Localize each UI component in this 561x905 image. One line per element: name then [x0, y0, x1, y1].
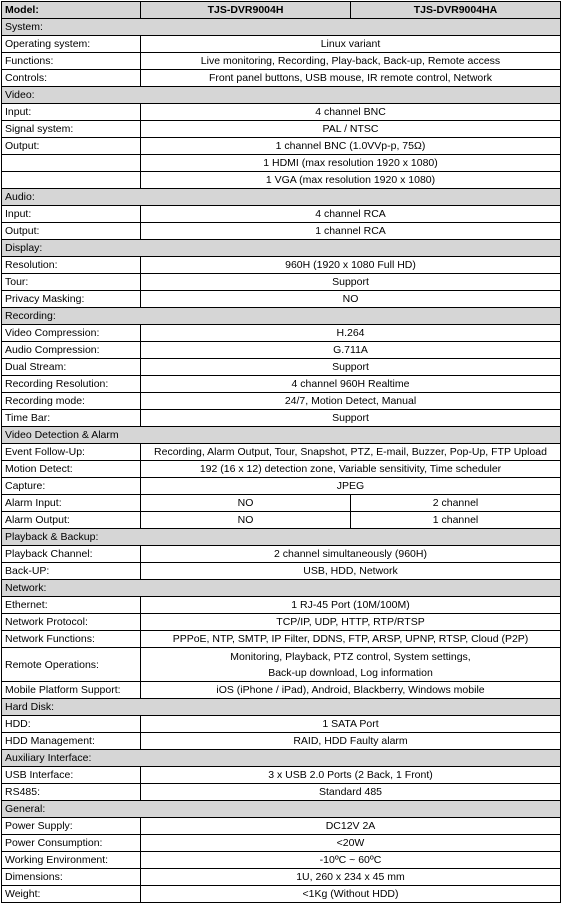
spec-label: Recording Resolution: — [2, 376, 141, 393]
spec-label — [2, 172, 141, 189]
spec-label: Signal system: — [2, 121, 141, 138]
spec-label: Time Bar: — [2, 410, 141, 427]
spec-label: Ethernet: — [2, 597, 141, 614]
spec-value: <20W — [141, 835, 561, 852]
spec-label: Back-UP: — [2, 563, 141, 580]
spec-value: 1U, 260 x 234 x 45 mm — [141, 869, 561, 886]
spec-row — [2, 461, 561, 478]
section-row — [2, 427, 561, 444]
spec-value: Recording, Alarm Output, Tour, Snapshot, PTZ, E-mail, Buzzer, Pop-Up, FTP Upload — [141, 444, 561, 461]
spec-value: USB, HDD, Network — [141, 563, 561, 580]
spec-row — [2, 257, 561, 274]
spec-row — [2, 835, 561, 852]
spec-row — [2, 784, 561, 801]
spec-label: Event Follow-Up: — [2, 444, 141, 461]
spec-label: Input: — [2, 104, 141, 121]
section-title: General: — [2, 801, 561, 818]
spec-value: TCP/IP, UDP, HTTP, RTP/RTSP — [141, 614, 561, 631]
section-title: Display: — [2, 240, 561, 257]
spec-row — [2, 495, 561, 512]
section-title: Playback & Backup: — [2, 529, 561, 546]
spec-value: 1 channel RCA — [141, 223, 561, 240]
spec-row — [2, 682, 561, 699]
spec-row — [2, 614, 561, 631]
spec-label: Input: — [2, 206, 141, 223]
section-title: System: — [2, 19, 561, 36]
model-a: TJS-DVR9004H — [141, 2, 351, 19]
spec-row — [2, 104, 561, 121]
spec-row — [2, 172, 561, 189]
spec-row — [2, 138, 561, 155]
spec-row — [2, 852, 561, 869]
spec-row — [2, 342, 561, 359]
spec-value: JPEG — [141, 478, 561, 495]
spec-row — [2, 716, 561, 733]
spec-label: Capture: — [2, 478, 141, 495]
spec-value-line: Back-up download, Log information — [268, 666, 433, 679]
section-title: Recording: — [2, 308, 561, 325]
spec-value: NO — [141, 291, 561, 308]
spec-label: HDD Management: — [2, 733, 141, 750]
spec-label: Alarm Input: — [2, 495, 141, 512]
spec-row — [2, 36, 561, 53]
spec-row — [2, 376, 561, 393]
section-row — [2, 801, 561, 818]
spec-row — [2, 648, 561, 682]
spec-label: Working Environment: — [2, 852, 141, 869]
spec-value: 1 VGA (max resolution 1920 x 1080) — [141, 172, 561, 189]
spec-row — [2, 410, 561, 427]
spec-value: 1 SATA Port — [141, 716, 561, 733]
section-row — [2, 580, 561, 597]
section-row — [2, 87, 561, 104]
spec-label: Power Consumption: — [2, 835, 141, 852]
spec-row — [2, 818, 561, 835]
spec-value: iOS (iPhone / iPad), Android, Blackberry, Windows mobile — [141, 682, 561, 699]
spec-label: Dimensions: — [2, 869, 141, 886]
spec-row — [2, 155, 561, 172]
spec-value: -10ºC ~ 60ºC — [141, 852, 561, 869]
spec-label: Output: — [2, 223, 141, 240]
spec-label: Controls: — [2, 70, 141, 87]
spec-row — [2, 444, 561, 461]
section-title: Hard Disk: — [2, 699, 561, 716]
spec-row — [2, 70, 561, 87]
spec-label: USB Interface: — [2, 767, 141, 784]
spec-label: HDD: — [2, 716, 141, 733]
section-row — [2, 189, 561, 206]
section-row — [2, 19, 561, 36]
spec-label: Functions: — [2, 53, 141, 70]
spec-label: Power Supply: — [2, 818, 141, 835]
spec-row — [2, 597, 561, 614]
spec-row — [2, 478, 561, 495]
header-row — [2, 2, 561, 19]
spec-value: 1 RJ-45 Port (10M/100M) — [141, 597, 561, 614]
spec-label: Network Functions: — [2, 631, 141, 648]
spec-row — [2, 631, 561, 648]
spec-value: 1 HDMI (max resolution 1920 x 1080) — [141, 155, 561, 172]
spec-row — [2, 869, 561, 886]
spec-row — [2, 563, 561, 580]
spec-value: 1 channel BNC (1.0VVp-p, 75Ω) — [141, 138, 561, 155]
section-row — [2, 699, 561, 716]
spec-value: G.711A — [141, 342, 561, 359]
spec-label: Video Compression: — [2, 325, 141, 342]
spec-row — [2, 121, 561, 138]
spec-label: Audio Compression: — [2, 342, 141, 359]
spec-row — [2, 733, 561, 750]
spec-label: Recording mode: — [2, 393, 141, 410]
section-row — [2, 750, 561, 767]
spec-value — [141, 648, 561, 682]
spec-value: 4 channel RCA — [141, 206, 561, 223]
spec-row — [2, 546, 561, 563]
spec-value: H.264 — [141, 325, 561, 342]
spec-value: Support — [141, 359, 561, 376]
spec-row — [2, 291, 561, 308]
spec-label: Remote Operations: — [2, 648, 141, 682]
spec-label: Output: — [2, 138, 141, 155]
spec-label: Alarm Output: — [2, 512, 141, 529]
section-row — [2, 529, 561, 546]
spec-value: Live monitoring, Recording, Play-back, Back-up, Remote access — [141, 53, 561, 70]
spec-label: Resolution: — [2, 257, 141, 274]
spec-value-model-b: 1 channel — [351, 512, 561, 529]
spec-value-line: Monitoring, Playback, PTZ control, System settings, — [230, 650, 471, 663]
spec-label: Dual Stream: — [2, 359, 141, 376]
spec-label: Mobile Platform Support: — [2, 682, 141, 699]
spec-label: Tour: — [2, 274, 141, 291]
section-row — [2, 240, 561, 257]
section-title: Network: — [2, 580, 561, 597]
spec-value: 3 x USB 2.0 Ports (2 Back, 1 Front) — [141, 767, 561, 784]
spec-value: Linux variant — [141, 36, 561, 53]
section-row — [2, 308, 561, 325]
spec-label: Privacy Masking: — [2, 291, 141, 308]
spec-value: DC12V 2A — [141, 818, 561, 835]
model-b: TJS-DVR9004HA — [351, 2, 561, 19]
spec-row — [2, 206, 561, 223]
spec-row — [2, 223, 561, 240]
spec-value: <1Kg (Without HDD) — [141, 886, 561, 903]
spec-value: 192 (16 x 12) detection zone, Variable sensitivity, Time scheduler — [141, 461, 561, 478]
spec-label: Motion Detect: — [2, 461, 141, 478]
spec-label: Operating system: — [2, 36, 141, 53]
section-title: Auxiliary Interface: — [2, 750, 561, 767]
spec-value: PAL / NTSC — [141, 121, 561, 138]
spec-value: Front panel buttons, USB mouse, IR remote control, Network — [141, 70, 561, 87]
spec-row — [2, 53, 561, 70]
spec-row — [2, 512, 561, 529]
spec-value-model-a: NO — [141, 495, 351, 512]
spec-value: 4 channel BNC — [141, 104, 561, 121]
spec-row — [2, 886, 561, 903]
spec-value: Standard 485 — [141, 784, 561, 801]
spec-value: Support — [141, 410, 561, 427]
spec-label — [2, 155, 141, 172]
section-title: Video: — [2, 87, 561, 104]
spec-value-model-b: 2 channel — [351, 495, 561, 512]
spec-label: Playback Channel: — [2, 546, 141, 563]
spec-value: 24/7, Motion Detect, Manual — [141, 393, 561, 410]
spec-row — [2, 393, 561, 410]
spec-value: 960H (1920 x 1080 Full HD) — [141, 257, 561, 274]
section-title: Audio: — [2, 189, 561, 206]
spec-table — [1, 1, 561, 903]
spec-label: Weight: — [2, 886, 141, 903]
spec-value: PPPoE, NTP, SMTP, IP Filter, DDNS, FTP, ARSP, UPNP, RTSP, Cloud (P2P) — [141, 631, 561, 648]
spec-row — [2, 767, 561, 784]
spec-value: 4 channel 960H Realtime — [141, 376, 561, 393]
spec-row — [2, 274, 561, 291]
spec-label: Network Protocol: — [2, 614, 141, 631]
spec-label: RS485: — [2, 784, 141, 801]
spec-row — [2, 325, 561, 342]
spec-value: RAID, HDD Faulty alarm — [141, 733, 561, 750]
model-label: Model: — [2, 2, 141, 19]
section-title: Video Detection & Alarm — [2, 427, 561, 444]
spec-value-model-a: NO — [141, 512, 351, 529]
spec-row — [2, 359, 561, 376]
spec-value: 2 channel simultaneously (960H) — [141, 546, 561, 563]
spec-value: Support — [141, 274, 561, 291]
